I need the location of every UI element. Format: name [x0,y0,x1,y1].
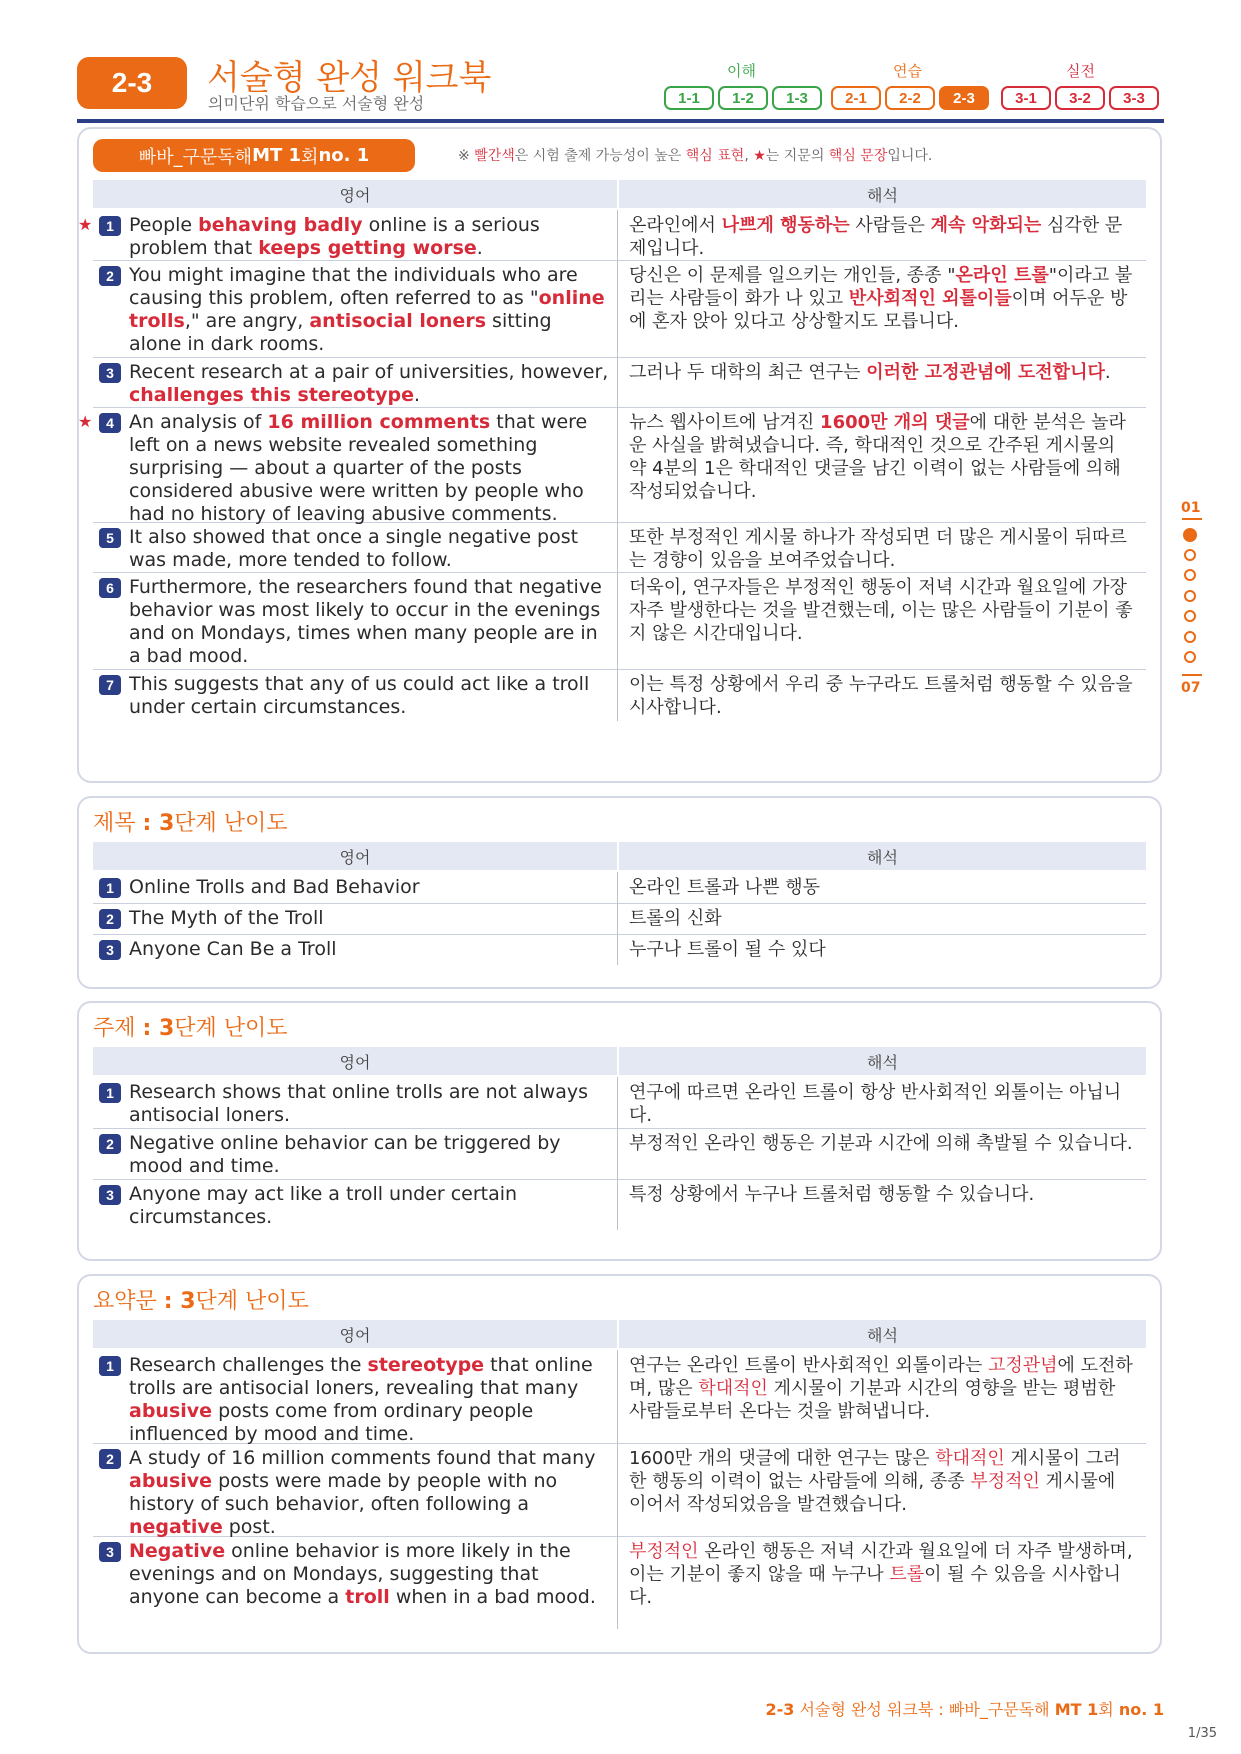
text-segment: 부정적인 [970,1471,1040,1492]
korean-text [629,1540,1137,1609]
level-tab-2-3[interactable]: 2-3 [939,86,989,110]
title-col-korean: 해석 [619,842,1146,870]
text-segment: Negative online behavior can be triggered by mood and time. [129,1132,561,1177]
text-segment: Online Trolls and Bad Behavior [129,876,420,898]
text-segment: This suggests that any of us could act like a troll under certain circumstances. [129,673,590,718]
level-tab-2-2[interactable]: 2-2 [885,86,935,110]
english-text [129,1132,609,1178]
heading-suffix: 단계 난이도 [195,1289,309,1314]
sentence-number: 6 [99,578,121,598]
text-segment: 1600 [820,412,871,433]
sentence-number: 7 [99,675,121,695]
heading-level: : 3 [142,1016,175,1041]
english-cell [93,1443,618,1536]
note-part: 핵심 문장 [828,148,888,164]
english-text [129,907,609,930]
english-cell [78,210,618,260]
english-cell [93,260,618,357]
text-segment: 학대적인 [698,1378,768,1399]
english-cell [93,872,618,903]
english-text [129,411,609,526]
english-cell [78,407,618,525]
korean-text [629,938,1137,961]
star-icon: ★ [78,215,93,234]
english-text [129,576,609,668]
text-segment: Research challenges the [129,1354,368,1376]
text-segment: 1600만 개의 댓글에 대한 연구는 많은 [629,1448,936,1469]
level-group-understand: 이해 [727,62,756,80]
text-segment: An analysis of [129,411,268,433]
heading-suffix: 단계 난이도 [174,811,288,836]
text-segment: 부정적인 [629,1541,699,1562]
text-segment: online trolls [129,287,605,332]
text-segment: 이러한 고정관념에 도전합니다 [866,362,1105,383]
table-row [93,260,1146,358]
english-cell [93,903,618,934]
table-row [93,934,1146,965]
korean-text [629,214,1137,260]
text-segment: 당신은 이 문제를 일으키는 개인들, 종종 " [629,265,956,286]
text-segment: challenges this stereotype [129,384,415,406]
text-segment: stereotype [367,1354,485,1376]
sentence-number: 1 [99,216,121,236]
english-text [129,214,609,260]
sentence-number: 3 [99,1185,121,1205]
text-segment: 온라인 트롤과 나쁜 행동 [629,877,821,898]
text-segment: online is a serious problem that [129,214,540,259]
passage-tag-mt: MT 1 [252,145,302,166]
note-part: ※ [458,148,475,164]
english-cell [93,1350,618,1443]
korean-text [629,673,1137,719]
text-segment: 계속 악화되는 [930,215,1042,236]
footer-unit: 2-3 [765,1700,795,1719]
text-segment: antisocial loners [309,310,486,332]
text-segment: 나쁘게 행동하는 [721,215,850,236]
sentence-number: 3 [99,940,121,960]
table-row [93,1350,1146,1444]
note-part: , [744,148,754,164]
sentence-number: 2 [99,266,121,286]
footer-mt: MT 1 [1054,1700,1099,1719]
page-number: 1/35 [1187,1726,1217,1741]
text-segment: 만 개의 댓글 [870,412,970,433]
table-row [93,903,1146,935]
table-row [93,522,1146,573]
sentence-number: 5 [99,528,121,548]
english-text [129,1540,609,1609]
text-segment: 사람들은 [849,215,931,236]
english-text [129,361,609,407]
text-segment: negative [129,1516,223,1538]
side-nav-first: 01 [1181,500,1201,516]
theme-section-heading [93,1011,288,1042]
table-row [93,1077,1146,1129]
level-group-practice: 연습 [893,62,922,80]
passage-tag-prefix: 빠바_구문독해 [138,146,253,168]
level-tab-1-1[interactable]: 1-1 [664,86,714,110]
text-segment: . [476,237,483,259]
note-part: 핵심 표현 [685,148,745,164]
text-segment: that online trolls are antisocial loners, revealing that many [129,1354,593,1399]
english-cell [93,669,618,721]
level-tab-2-1[interactable]: 2-1 [831,86,881,110]
text-segment: online behavior is more likely in the evenings and on Mondays, suggesting that anyone can become a [129,1540,571,1608]
footer-mid: 회 [1098,1700,1119,1719]
heading-label: 요약문 [93,1289,164,1314]
note-part: 빨간색 [474,148,515,164]
sentence-number: 2 [99,1449,121,1469]
side-nav-last: 07 [1181,680,1201,696]
text-segment: 온라인에서 [629,215,722,236]
level-tab-1-3[interactable]: 1-3 [772,86,822,110]
side-nav-line-top [1182,518,1202,520]
level-tab-3-2[interactable]: 3-2 [1055,86,1105,110]
theme-col-korean: 해석 [619,1047,1146,1075]
text-segment: abusive [129,1400,213,1422]
footer-no: no. 1 [1118,1700,1164,1719]
text-segment: keeps getting worse [258,237,477,259]
level-group-real: 실전 [1066,62,1095,80]
page-subtitle: 의미단위 학습으로 서술형 완성 [208,94,425,113]
english-cell [93,522,618,572]
korean-text [629,907,1137,930]
text-segment: Negative [129,1540,226,1562]
english-cell [93,1179,618,1230]
page-dot-icon[interactable] [1184,549,1196,561]
english-text [129,1447,609,1539]
summary-section-heading [93,1284,309,1315]
korean-text [629,411,1137,503]
text-segment: A study of 16 million comments found that many [129,1447,596,1469]
english-text [129,938,609,961]
sentence-number: 1 [99,1083,121,1103]
passage-col-english: 영어 [93,180,617,208]
text-segment: "이라고 불리는 사람들이 화가 나 있고 [629,265,1133,309]
text-segment: 에 대한 분석은 놀라운 사실을 밝혀냈습니다. 즉, 학대적인 것으로 간주된 게시물의 약 4분의 1은 학대적인 댓글을 남긴 이력이 없는 사람들에 의해 작성되었습니다. [629,412,1126,502]
page-dot-icon[interactable] [1184,590,1196,602]
text-segment: abusive [129,1470,213,1492]
page-dot-icon[interactable] [1184,569,1196,581]
korean-text [629,576,1137,645]
passage-tag-mid: 회 [301,146,319,168]
text-segment: posts were made by people with no history of such behavior, often following a [129,1470,558,1515]
side-nav-line-bottom [1182,674,1202,676]
table-row [93,1536,1146,1629]
english-cell [93,357,618,407]
star-icon: ★ [78,412,93,431]
text-segment: Recent research at a pair of universities, however, [129,361,609,383]
table-row [93,1128,1146,1180]
text-segment: 고정관념 [987,1355,1058,1376]
table-row [93,572,1146,670]
note-part: 은 시험 출제 가능성이 높은 [514,148,686,164]
title-col-english: 영어 [93,842,617,870]
text-segment: when in a bad mood. [389,1586,596,1608]
passage-tag [93,139,415,172]
text-segment: 연구에 따르면 온라인 트롤이 항상 반사회적인 외톨이는 아닙니다. [629,1082,1122,1126]
text-segment: posts come from ordinary people influenced by mood and time. [129,1400,534,1445]
text-segment: . [414,384,421,406]
page-dot-icon[interactable] [1184,631,1196,643]
text-segment: Furthermore, the researchers found that negative behavior was most likely to occur in the evenings and on Mondays, times when many people are in a bad mood. [129,576,602,667]
text-segment: that were left on a news website revealed something surprising — about a quarter of the posts considered abusive were written by people who had no history of leaving abusive comments. [129,411,588,525]
passage-col-korean: 해석 [619,180,1146,208]
sentence-number: 2 [99,909,121,929]
text-segment: Anyone may act like a troll under certain circumstances. [129,1183,518,1228]
text-segment: Anyone Can Be a Troll [129,938,337,960]
note-part: 는 지문의 [765,148,829,164]
text-segment: 트롤 [889,1564,925,1585]
summary-col-korean: 해석 [619,1320,1146,1348]
english-cell [93,1077,618,1128]
text-segment: It also showed that once a single negative post was made, more tended to follow. [129,526,579,571]
heading-label: 제목 [93,811,143,836]
sentence-number: 2 [99,1134,121,1154]
text-segment: . [1104,362,1111,383]
text-segment: 그러나 두 대학의 최근 연구는 [629,362,867,383]
korean-text [629,526,1137,572]
english-cell [93,572,618,669]
korean-text [629,361,1137,384]
english-text [129,526,609,572]
passage-tag-no: no. 1 [318,145,370,166]
korean-text [629,876,1137,899]
english-cell [93,934,618,965]
text-segment: 부정적인 온라인 행동은 기분과 시간에 의해 촉발될 수 있습니다. [629,1133,1133,1154]
summary-col-english: 영어 [93,1320,617,1348]
heading-level: : 3 [163,1289,196,1314]
page-dot-icon[interactable] [1184,610,1196,622]
footer-text: 서술형 완성 워크북 : 빠바_구문독해 [794,1700,1055,1719]
text-segment: 이며 어두운 방에 혼자 앉아 있다고 상상할지도 모릅니다. [629,288,1128,332]
text-segment: 누구나 트롤이 될 수 있다 [629,939,826,960]
text-segment: 심각한 문제입니다. [629,215,1123,259]
english-text [129,1183,609,1229]
table-row [78,210,1146,261]
text-segment: behaving badly [198,214,363,236]
heading-label: 주제 [93,1016,143,1041]
korean-text [629,1132,1137,1155]
text-segment: 게시물에 이어서 작성되었음을 발견했습니다. [629,1471,1116,1515]
table-row [93,872,1146,904]
english-cell [93,1128,618,1179]
level-tab-3-1[interactable]: 3-1 [1001,86,1051,110]
text-segment: You might imagine that the individuals who are causing this problem, often referred to as " [129,264,578,309]
theme-col-english: 영어 [93,1047,617,1075]
text-segment: 이 될 수 있음을 시사합니다. [629,1564,1121,1608]
table-row [93,669,1146,721]
text-segment: 온라인 트롤 [955,265,1049,286]
text-segment: 연구는 온라인 트롤이 반사회적인 외톨이라는 [629,1355,988,1376]
title-section-heading [93,806,288,837]
sentence-number: 3 [99,363,121,383]
table-row [93,357,1146,408]
text-segment: 16 million comments [267,411,491,433]
korean-text [629,1183,1137,1206]
level-tab-3-3[interactable]: 3-3 [1109,86,1159,110]
text-segment: 에 도전하며, 많은 [629,1355,1133,1399]
english-text [129,673,609,719]
korean-text [629,1354,1137,1423]
text-segment: 학대적인 [935,1448,1005,1469]
text-segment: 온라인 행동은 저녁 시간과 월요일에 더 자주 발생하며, 이는 기분이 좋지 않을 때 누구나 [629,1541,1133,1585]
footer [766,1697,1164,1720]
page-dot-icon[interactable] [1183,528,1197,542]
text-segment: sitting alone in dark rooms. [129,310,552,355]
sentence-number: 4 [99,413,121,433]
note-part: 입니다. [887,148,933,164]
text-segment: 특정 상황에서 누구나 트롤처럼 행동할 수 있습니다. [629,1184,1035,1205]
english-text [129,264,609,356]
korean-text [629,264,1137,333]
star-icon: ★ [753,148,766,164]
text-segment: The Myth of the Troll [129,907,324,929]
text-segment: 게시물이 기분과 시간의 영향을 받는 평범한 사람들로부터 온다는 것을 밝혀냅니다. [629,1378,1116,1422]
header-divider [77,119,1164,123]
text-segment: 더욱이, 연구자들은 부정적인 행동이 저녁 시간과 월요일에 가장 자주 발생한다는 것을 발견했는데, 이는 많은 사람들이 기분이 좋지 않은 시간대입니다. [629,577,1133,644]
english-cell [93,1536,618,1629]
korean-text [629,1447,1137,1516]
table-row [78,407,1146,525]
text-segment: People [129,214,199,236]
text-segment: troll [345,1586,390,1608]
page-title: 서술형 완성 워크북 [207,58,492,98]
sentence-number: 3 [99,1542,121,1562]
sentence-number: 1 [99,878,121,898]
table-row [93,1179,1146,1230]
korean-text [629,1081,1137,1127]
heading-suffix: 단계 난이도 [174,1016,288,1041]
page-dot-icon[interactable] [1184,651,1196,663]
legend-note [458,145,932,165]
english-text [129,1354,609,1446]
text-segment: post. [222,1516,276,1538]
text-segment: 반사회적인 외톨이들 [848,288,1012,309]
text-segment: 뉴스 웹사이트에 남겨진 [629,412,821,433]
text-segment: 트롤의 신화 [629,908,722,929]
sentence-number: 1 [99,1356,121,1376]
english-text [129,1081,609,1127]
text-segment: Research shows that online trolls are not always antisocial loners. [129,1081,588,1126]
text-segment: 이는 특정 상황에서 우리 중 누구라도 트롤처럼 행동할 수 있음을 시사합니다. [629,674,1133,718]
unit-badge: 2-3 [77,57,187,109]
heading-level: : 3 [142,811,175,836]
text-segment: ," are angry, [184,310,310,332]
text-segment: 또한 부정적인 게시물 하나가 작성되면 더 많은 게시물이 뒤따르는 경향이 있음을 보여주었습니다. [629,527,1127,571]
english-text [129,876,609,899]
table-row [93,1443,1146,1537]
level-tab-1-2[interactable]: 1-2 [718,86,768,110]
text-segment: 게시물이 그러한 행동의 이력이 없는 사람들에 의해, 종종 [629,1448,1121,1492]
